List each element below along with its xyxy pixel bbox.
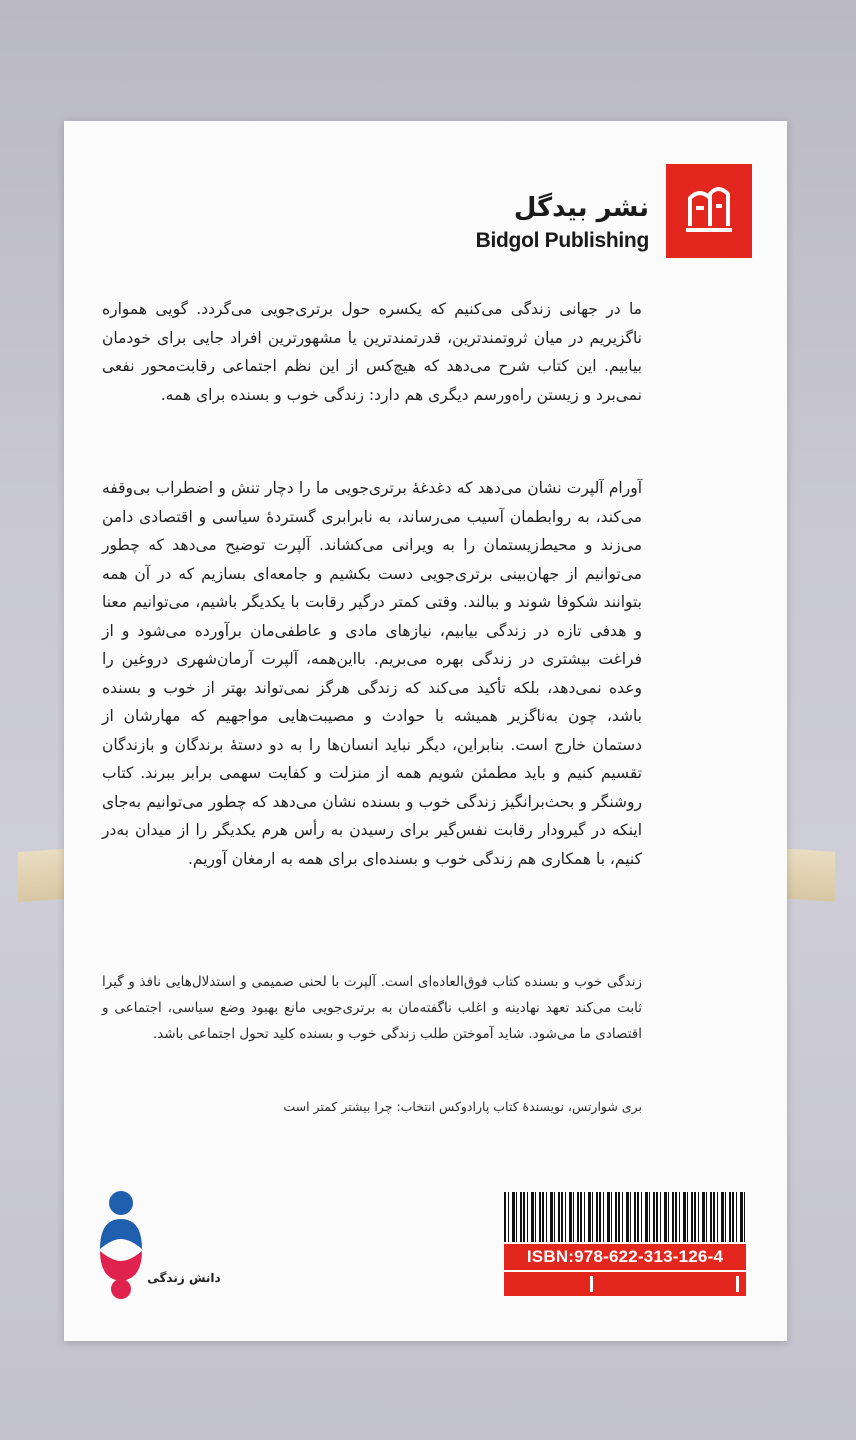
publisher-name-fa: نشر بیدگل: [513, 193, 649, 223]
barcode: [504, 1192, 746, 1302]
endorsement-quote: زندگی خوب و بسنده کتاب فوق‌العاده‌ای است. آلپرت با لحنی صمیمی و استدلال‌هایی نافذ و گیرا ثابت می‌کند تعهد نهادینه و اغلب ناگفته‌مان به برتری‌جویی مانع بهبود وضع سیاسی، اجتماعی و اقتصادی ما می‌شود. شاید آموختن طلب زندگی خوب و بسنده کلید تحول اجتماعی باشد.: [102, 974, 642, 1042]
isbn-number: ISBN:978-622-313-126-4: [504, 1244, 746, 1270]
barcode-tick: [736, 1276, 739, 1292]
imprint-logo-icon: [94, 1189, 148, 1301]
barcode-footer-band: [504, 1272, 746, 1296]
publisher-logo-icon: [666, 164, 752, 258]
shelf-right: [780, 848, 835, 902]
barcode-bars: [504, 1192, 746, 1242]
endorsement-attribution: بری شوارتس، نویسندهٔ کتاب پارادوکس انتخاب: چرا بیشتر کمتر است: [283, 1099, 642, 1114]
blurb-paragraph-2: آورام آلپرت نشان می‌دهد که دغدغهٔ برتری‌جویی ما را دچار تنش و اضطراب بی‌وقفه می‌کند، به روابطمان آسیب می‌رساند، به نابرابری گستردهٔ سیاسی و اقتصادی دامن می‌زند و محیط‌زیستمان را به ویرانی می‌کشاند. آلپرت توضیح می‌دهد که چطور می‌توانیم از جهان‌بینی برتری‌جویی دست بکشیم و جامعه‌ای بسازیم که در آن همه بتوانند شکوفا شوند و ببالند. وقتی کمتر درگیر رقابت با یکدیگر باشیم، می‌توانیم معنا و هدفی تازه در زندگی بیابیم، نیازهای مادی و عاطفی‌مان برآورده می‌شود و از فراغت بیشتری در زندگی بهره می‌بریم. بااین‌همه، آلپرت آرمان‌شهری دروغین را وعده نمی‌دهد، بلکه تأکید می‌کند که زندگی هرگز نمی‌تواند بهتر از خوب و بسنده باشد، چون به‌ناگزیر همیشه با حوادث و مصیبت‌هایی مواجهیم که مهارشان از دستمان خارج است. بنابراین، دیگر نباید انسان‌ها را به دو دستهٔ برندگان و بازندگان تقسیم کنیم و باید مطمئن شویم همه از منزلت و کفایت سهمی برابر ببرند. کتاب روشنگر و بحث‌برانگیز زندگی خوب و بسنده نشان می‌دهد که چطور می‌توانیم به‌جای اینکه در گیرودار رقابت نفس‌گیر برای رسیدن به رأس هرم یکدیگر را از میدان به‌در کنیم، با همکاری هم زندگی خوب و بسنده‌ای برای همه به ارمغان آوریم.: [102, 479, 642, 868]
blurb-paragraph-1: ما در جهانی زندگی می‌کنیم که یکسره حول برتری‌جویی می‌گردد. گویی همواره ناگزیریم در میان ثروتمندترین، قدرتمندترین یا مشهورترین افراد جایی برای خودمان بیابیم. این کتاب شرح می‌دهد که هیچ‌کس از این نظم اجتماعی رقابت‌محور نفعی نمی‌برد و زیستن راه‌ورسم دیگری هم دارد: زندگی خوب و بسنده برای همه.: [102, 300, 642, 404]
book-back-cover: [64, 121, 787, 1341]
publisher-name-en: Bidgol Publishing: [475, 229, 649, 252]
barcode-tick: [590, 1276, 593, 1292]
imprint-name: دانش زندگی: [147, 1271, 221, 1285]
